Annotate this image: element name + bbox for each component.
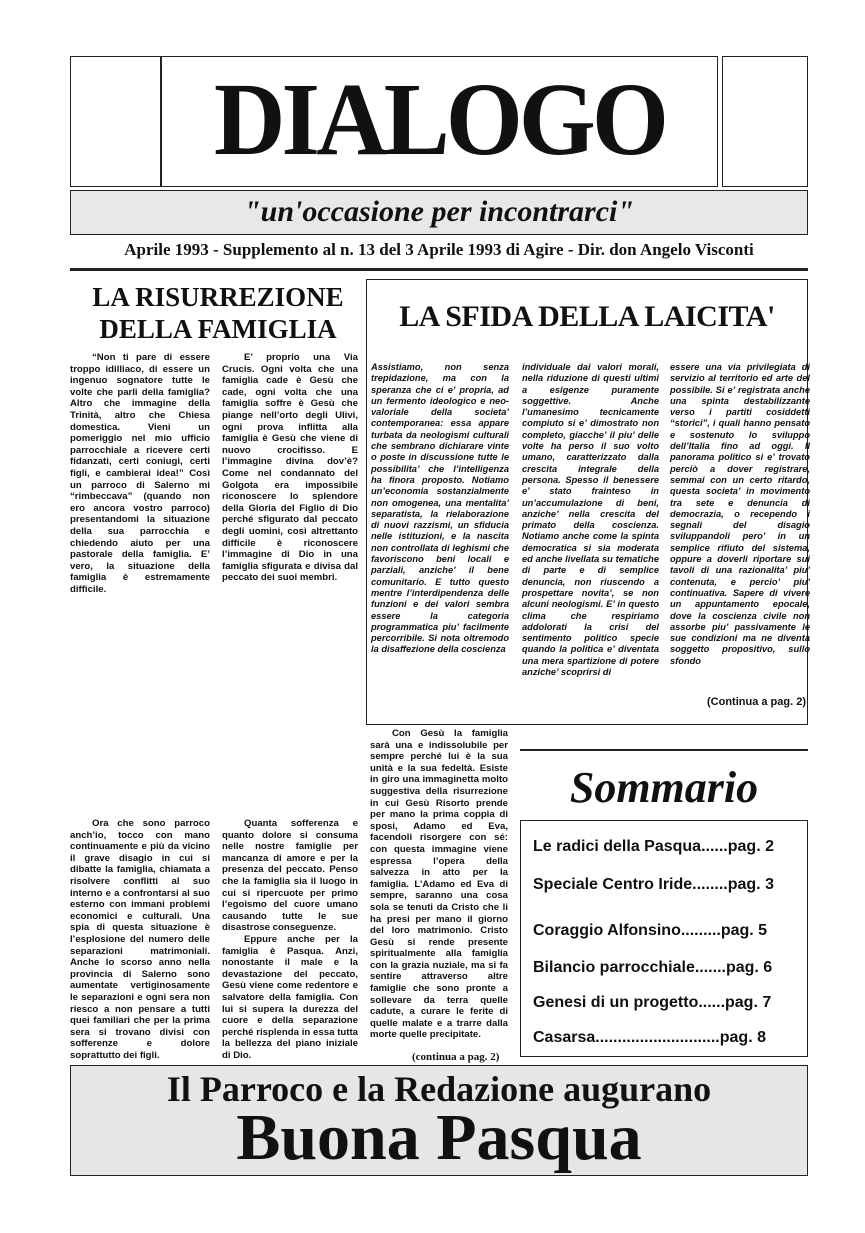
right-article-col3: essere una via privilegiata di servizio al territorio ed arte del possibile. Si e’ registrata anche una spinta destabilizzante verso i partiti cosiddetti “storici”, i quali hanno pensato e sostenuto lo sviluppo dell’Italia fino ad oggi. Il panorama politico si e’ trovato perciò a dover registrare, semmai con un certo ritardo, questa societa’ in movimento tra sete e denuncia di democrazia, o recependo i segnali del disagio sviluppandoli pero’ in un semplice rifiuto del sistema, oppure a doverli riportare sui tavoli di una razionalita’ piu’ contenuta, e percio’ piu’ continuativa. Sapere di vivere un appuntamento epocale, dove la coscienza civile non assorbe piu’ passivamente le sue condizioni ma ne diventa soggetto propositivo, sullo sfondo xyxy=(670,362,810,666)
left-article-col5 xyxy=(370,728,508,1041)
sommario-rule xyxy=(520,749,808,751)
sommario-item[interactable]: Genesi di un progetto......pag. 7 xyxy=(533,994,772,1011)
right-article-title: LA SFIDA DELLA LAICITA' xyxy=(399,300,775,333)
greeting-line1: Il Parroco e la Redazione augurano xyxy=(166,1069,712,1109)
masthead-title: DIALOGO xyxy=(213,62,665,177)
left-col4a-text: Quanta sofferenza e quanto dolore si consuma nelle nostre famiglie per mancanza di amore e per la presenza del peccato. Penso che la famiglia sia il luogo in cui si ripercuote per primo l’egoismo del cuore umano causando tutte le sue disastrose conseguenze. xyxy=(222,818,358,934)
sommario-title: Sommario xyxy=(569,763,759,812)
sommario-item[interactable]: Coraggio Alfonsino.........pag. 5 xyxy=(533,922,768,939)
left-article-col1 xyxy=(70,352,210,595)
dateline: Aprile 1993 - Supplemento al n. 13 del 3 Aprile 1993 di Agire - Dir. don Angelo Visconti xyxy=(124,240,754,259)
sommario-item[interactable]: Casarsa............................pag. 8 xyxy=(533,1029,766,1046)
sommario-item[interactable]: Speciale Centro Iride........pag. 3 xyxy=(533,876,774,893)
right-article-continue: (Continua a pag. 2) xyxy=(707,696,806,708)
left-col1-text: “Non ti pare di essere troppo idilliaco, di essere un ingenuo sognatore tutte le volte che parli della famiglia? Altro che immagine della Trinità, altro che Chiesa domestica. Vieni un pomeriggio nel mio ufficio parrocchiale a ricevere certi fidanzati, certi coniugi, certi figli, e cambierai idea!” Così un parroco di Salerno mi “rimbeccava” (quando non ero ancora vostro parroco) presentandomi la situazione della sua parrocchia e chiedendo aiuto per una pastorale della famiglia. E’ vero, la situazione della famiglia è estremamente difficile. xyxy=(70,352,210,595)
left-article-col4 xyxy=(222,818,358,1061)
masthead-right-box xyxy=(722,56,808,187)
left-title-line1: LA RISURREZIONE xyxy=(92,282,344,312)
masthead-left-box xyxy=(70,56,161,187)
divider xyxy=(70,268,808,271)
sommario-item[interactable]: Bilancio parrocchiale.......pag. 6 xyxy=(533,959,773,976)
sommario-item[interactable]: Le radici della Pasqua......pag. 2 xyxy=(533,838,774,855)
left-article-col2 xyxy=(222,352,358,584)
left-col2-text: E’ proprio una Via Crucis. Ogni volta che una famiglia cade è Gesù che cade, ogni volta che una famiglia soffre è Gesù che piange nell’orto degli Ulivi, ogni prova inflitta alla famiglia è Gesù che viene di nuovo crocifisso. E l’immagine divina dov’è? Come nel condannato del Golgota era impossibile riconoscere lo splendore della Gloria del Figlio di Dio perché sfigurato dal peccato degli uomini, così altrettanto difficile è riconoscere l’immagine di Dio in una famiglia sfigurata e divisa dal peccato dei suoi membri. xyxy=(222,352,358,584)
greeting-line2: Buona Pasqua xyxy=(236,1101,642,1174)
right-article-col1: Assistiamo, non senza trepidazione, ma con la speranza che ci e’ propria, ad un fermento ideologico e neo-valoriale della societa’ contemporanea: essa appare turbata da neologismi culturali che sembrano dichiarare vinte o poste in discussione tutte le possibilita’ che l’intelligenza ha finora proposto. Notiamo un’economia sostanzialmente non omogenea, una mentalita’ separatista, la rielaborazione di nuovi razzismi, un sfiducia nelle istituzioni, e la nascita non controllata di leghismi che favoriscono beni locali e parziali, anziche’ il bene comunitario. E tutto questo mentre l’interdipendenza delle funzioni e dei valori sembra essere la categoria programmatica piu’ facilmente percorribile. Si nota oltremodo la disaffezione della coscienza xyxy=(371,362,509,655)
left-title-line2: DELLA FAMIGLIA xyxy=(99,314,337,344)
left-article-title xyxy=(70,281,366,345)
left-col5-text: Con Gesù la famiglia sarà una e indissolubile per sempre perché lui è la sua unità e la sua fedeltà. Esiste in giro una immaginetta molto suggestiva della risurrezione in cui Gesù Risorto prende per mano la prima coppia di sposi, Adamo ed Eva, facendoli risorgere con sé: con questa immagine viene espressa l’opera della salvezza in atto per la famiglia. L’Adamo ed Eva di sempre, saranno una cosa sola se tenuti da Cristo che li ha presi per mano il giorno del loro matrimonio. Cristo Gesù si rende presente spiritualmente alla famiglia con la grazia nuziale, ma si fa sentire attraverso altre famiglie che sono pronte a sollevare da terra quelle cadute, a curare le ferite di quelle malate e a trarre dalla morte quelle precipitate. xyxy=(370,728,508,1041)
tagline: "un'occasione per incontrarci" xyxy=(244,195,634,228)
left-col3-text: Ora che sono parroco anch’io, tocco con mano continuamente e più da vicino il grave disagio in cui si dibatte la famiglia, chiamata a risolvere conflitti al suo interno e a confrontarsi al suo esterno con immani problemi economici e culturali. Una spia di questa situazione è l’esplosione del numero delle separazioni matrimoniali. Anche lo scorso anno nella provincia di Salerno sono aumentate vertiginosamente le separazioni e ogni sera non riesco a non pensare a tutti quei familiari che per la prima sera si trovano divisi con sofferenze e dolore soprattutto dei figli. xyxy=(70,818,210,1061)
left-col4b-text: Eppure anche per la famiglia è Pasqua. Anzi, nonostante il male e la devastazione del peccato, Gesù viene come redentore e salvatore della famiglia. Con lui si supera la durezza del cuore e della separazione perché risplenda in essa tutta la bellezza del piano iniziale di Dio. xyxy=(222,933,358,1061)
left-article-continue: (continua a pag. 2) xyxy=(412,1051,500,1063)
right-article-col2: individuale dai valori morali, nella riduzione di questi ultimi a esigenze puramente soggettive. Anche l’umanesimo tecnicamente compiuto si e’ dimostrato non completo, giacche’ il piu’ delle volte ha perso il suo volto umano, caratterizzato dalla crescita integrale della persona. Spesso il benessere e’ stato frainteso in un’accumulazione di beni, anziche’ nella crescita del primato della coscienza. Notiamo anche come la spinta democratica si sia moderata ed anche livellata su tematiche di parte e di semplice denuncia, non riuscendo a prospettare novita’, se non alcuni neologismi. E’ in questo clima che respiriamo addolorati la crisi del sentimento politico specie quando la politica e’ diventata una mera spartizione di potere anziche’ scoprirsi di xyxy=(522,362,659,678)
left-article-col3 xyxy=(70,818,210,1061)
